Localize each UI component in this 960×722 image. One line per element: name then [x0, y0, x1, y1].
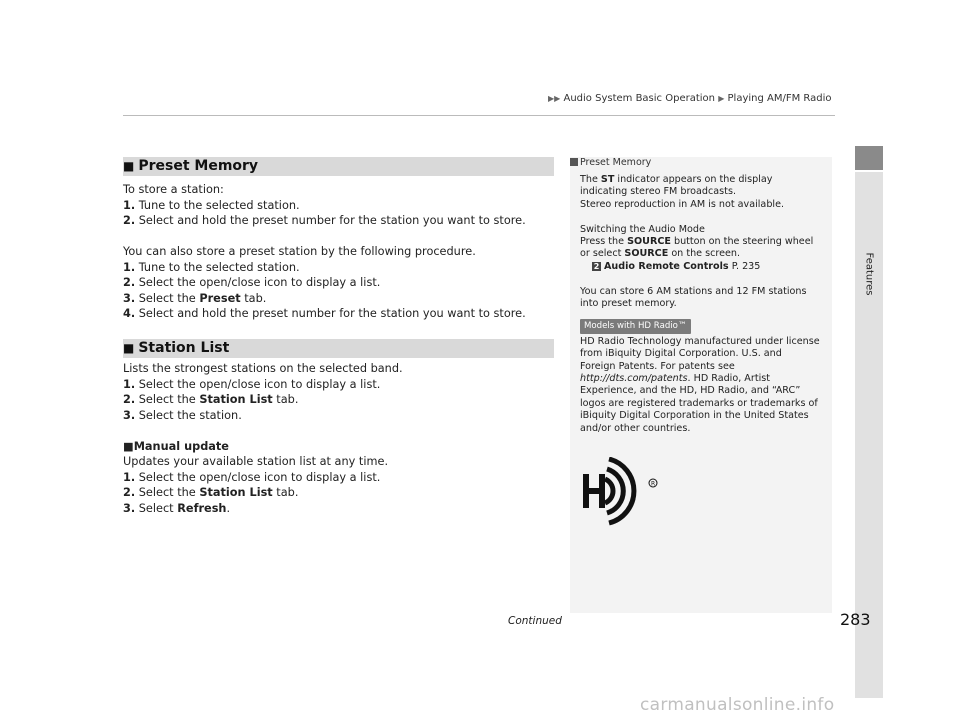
list-item: 1. Select the open/close icon to display a list. [123, 470, 381, 484]
watermark: carmanualsonline.info [640, 695, 835, 715]
paragraph: Lists the strongest stations on the selected band. [123, 362, 403, 375]
square-bullet-icon: ■ [123, 341, 135, 355]
sidebar-tab-marker [855, 146, 883, 170]
cross-reference-link[interactable]: 2 Audio Remote Controls P. 235 [593, 260, 761, 272]
list-item: 4. Select and hold the preset number for the station you want to store. [123, 307, 526, 320]
list-item: 2. Select the open/close icon to display a list. [123, 276, 381, 289]
section-heading-preset-memory [123, 157, 554, 176]
paragraph: You can store 6 AM stations and 12 FM stations into preset memory. [580, 285, 807, 310]
paragraph: Stereo reproduction in AM is not available. [580, 198, 785, 210]
list-item: 1. Tune to the selected station. [123, 260, 300, 274]
paragraph: HD Radio Technology manufactured under license from iBiquity Digital Corporation. U.S. and Foreign Patents. For patents see http://dts.com/patents. HD Radio, Artist Experience, and the HD, HD Radio, and “ARC” logos are registered trademarks or trademarks of iBiquity Digital Corporation in the United States and/or other countries. [580, 335, 820, 434]
section-heading-text: Station List [138, 340, 230, 356]
svg-text:R: R [651, 480, 656, 488]
paragraph: The ST indicator appears on the display indicating stereo FM broadcasts. [580, 174, 773, 198]
paragraph: Press the SOURCE button on the steering wheel or select SOURCE on the screen. [580, 236, 814, 260]
patents-link[interactable]: http://dts.com/patents [580, 373, 688, 385]
reference-arrow-icon: 2 [593, 261, 600, 271]
note-marker-icon [570, 158, 578, 166]
list-item: 2. Select the Station List tab. [123, 393, 299, 406]
header-rule [123, 115, 835, 116]
breadcrumb [548, 93, 838, 104]
list-item: 3. Select the station. [123, 408, 242, 422]
breadcrumb-part1[interactable]: Audio System Basic Operation [563, 93, 715, 104]
list-item: 1. Select the open/close icon to display a list. [123, 377, 381, 391]
continued-label: Continued [508, 615, 562, 627]
subheading-manual-update: ■Manual update [123, 439, 229, 453]
hd-radio-logo [579, 457, 661, 533]
list-item: 3. Select the Preset tab. [123, 291, 267, 305]
breadcrumb-arrow-icon: ▶ [718, 94, 725, 103]
square-bullet-icon: ■ [123, 439, 134, 453]
station-list-body [123, 361, 563, 516]
paragraph: You can also store a preset station by the following procedure. [123, 245, 476, 258]
breadcrumb-part2[interactable]: Playing AM/FM Radio [727, 93, 832, 104]
preset-memory-body [123, 182, 563, 322]
paragraph: Updates your available station list at any time. [123, 455, 389, 468]
sidebar-label: Features [863, 252, 875, 296]
list-item: 2. Select the Station List tab. [123, 486, 299, 499]
list-item: 3. Select Refresh. [123, 501, 231, 515]
section-heading-text: Preset Memory [138, 158, 259, 174]
breadcrumb-arrow-icon: ▶▶ [548, 94, 561, 103]
side-note-body [580, 174, 820, 435]
list-item: 1. Tune to the selected station. [123, 198, 300, 212]
square-bullet-icon: ■ [123, 159, 135, 173]
paragraph: Switching the Audio Mode [580, 223, 705, 235]
list-item: 2. Select and hold the preset number for the station you want to store. [123, 214, 526, 227]
section-heading-station-list [123, 339, 554, 358]
page-number: 283 [840, 610, 871, 629]
model-badge: Models with HD Radio™ [580, 319, 691, 333]
paragraph: To store a station: [123, 183, 224, 196]
side-note-title: Preset Memory [570, 157, 651, 168]
